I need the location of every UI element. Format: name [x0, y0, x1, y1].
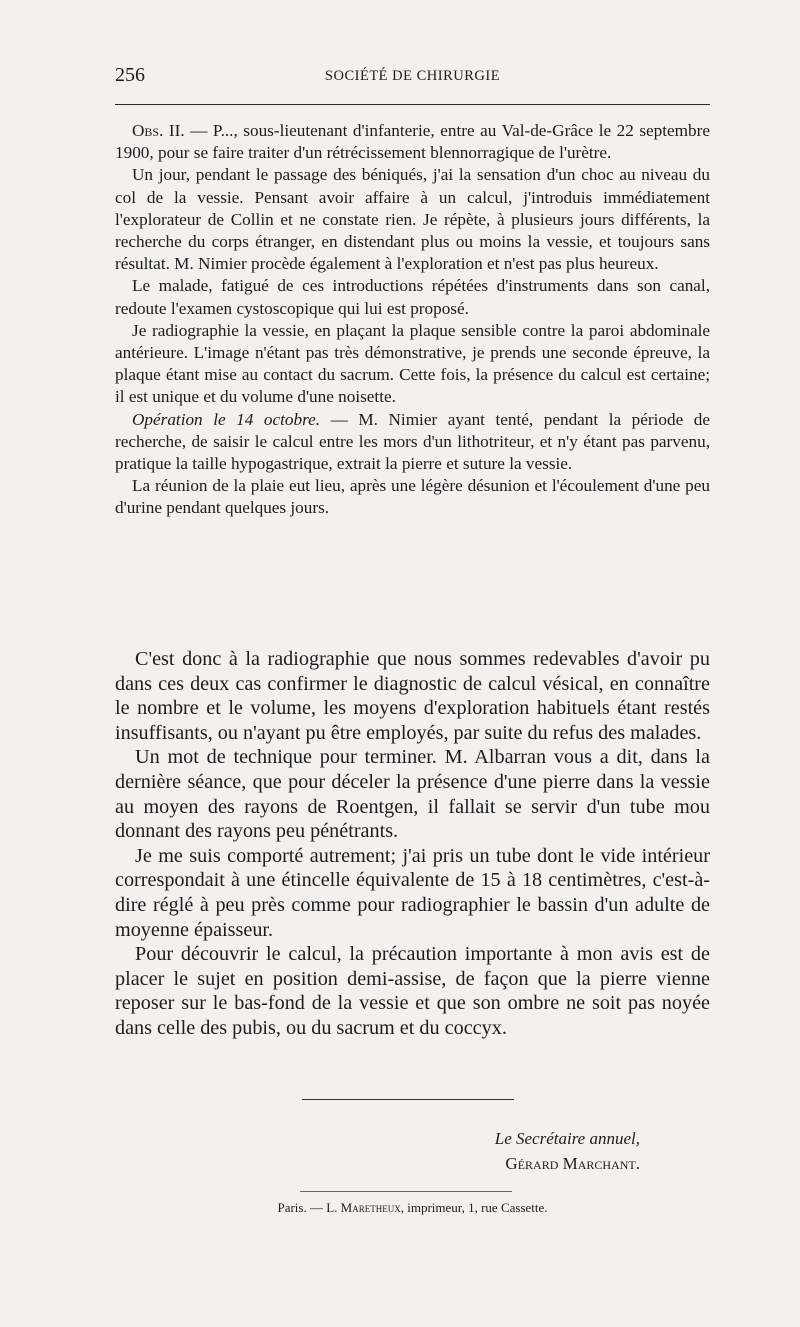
closing-rule — [302, 1099, 514, 1100]
observation-text: . II. — P..., sous-lieutenant d'infanterie, entre au Val-de-Grâce le 22 septembre 1900, pour se faire traiter d'un rétrécissement blennorragique de l'urètre. — [115, 121, 710, 163]
body-paragraph: Un mot de technique pour terminer. M. Albarran vous a dit, dans la dernière séance, que pour déceler la présence d'une pierre dans la vessie au moyen des rayons de Roentgen, il fallait se servir d'un tube mou donnant des rayons peu pénétrants. — [115, 746, 710, 843]
body-paragraph: Pour découvrir le calcul, la précaution importante à mon avis est de placer le sujet en position demi-assise, de façon que la pierre vienne reposer sur le bas-fond de la vessie et que son ombre ne soit pas noyée dans celle des pubis, ou du sacrum et du coccyx. — [115, 943, 710, 1039]
printer-rule — [300, 1191, 512, 1192]
observation-paragraph — [115, 120, 710, 164]
printer-tail: , imprimeur, 1, rue Cassette. — [400, 1200, 548, 1215]
observation-section — [115, 120, 710, 520]
body-paragraph: Je me suis comporté autrement; j'ai pris un tube dont le vide intérieur correspondait à une étincelle équivalente de 15 à 18 centimètres, c'est-à-dire réglé à peu près comme pour radiographier le bassin d'un adulte de moyenne épaisseur. — [115, 844, 710, 941]
signature-block — [495, 1126, 640, 1176]
page-header — [115, 62, 710, 94]
printer-name: Maretheux — [340, 1200, 401, 1215]
body-paragraph: C'est donc à la radiographie que nous sommes redevables d'avoir pu dans ces deux cas confirmer le diagnostic de calcul vésical, en connaître le nombre et le volume, les moyens d'exploration habituels étant restés insuffisants, ou n'ayant pu être employés, par suite du refus des malades. — [115, 648, 710, 744]
observation-label: Obs — [132, 121, 160, 140]
signature-title: Le Secrétaire annuel, — [494, 1129, 640, 1148]
printer-imprint — [115, 1200, 710, 1216]
running-title: SOCIÉTÉ DE CHIRURGIE — [324, 68, 501, 84]
main-text — [115, 647, 710, 1041]
observation-paragraph: Le malade, fatigué de ces introductions répétées d'instruments dans son canal, redoute l'examen cystoscopique qui lui est proposé. — [115, 276, 710, 318]
header-rule — [115, 104, 710, 105]
operation-label: Opération le 14 octobre. — [132, 409, 321, 429]
signature-name: Gérard Marchant. — [505, 1154, 640, 1173]
observation-paragraph: Je radiographie la vessie, en plaçant la plaque sensible contre la paroi abdominale antérieure. L'image n'étant pas très démonstrative, je prends une seconde épreuve, la plaque étant mise au contact du sacrum. Cette fois, la présence du calcul est certaine; il est unique et du volume d'une noisette. — [115, 320, 710, 407]
observation-paragraph: La réunion de la plaie eut lieu, après une légère désunion et l'écoulement d'une peu d'urine pendant quelques jours. — [115, 476, 710, 518]
printer-lead: Paris. — L. — [277, 1200, 341, 1215]
operation-text: — M. Nimier ayant tenté, pendant la période de recherche, de saisir le calcul entre les mors d'un lithotriteur, et n'y étant pas parvenu, pratique la taille hypogastrique, extrait la pierre et suture la vessie. — [115, 409, 710, 474]
observation-paragraph — [115, 409, 710, 476]
page-number: 256 — [115, 64, 145, 86]
observation-paragraph: Un jour, pendant le passage des béniqués, j'ai la sensation d'un choc au niveau du col de la vessie. Pensant avoir affaire à un calcul, j'introduis immédiatement l'explorateur de Collin et ne constate rien. Je répète, à plusieurs jours différents, la recherche du corps étranger, en distendant plus ou moins la vessie, et toujours sans résultat. M. Nimier procède également à l'exploration et n'est pas plus heureux. — [115, 165, 710, 274]
